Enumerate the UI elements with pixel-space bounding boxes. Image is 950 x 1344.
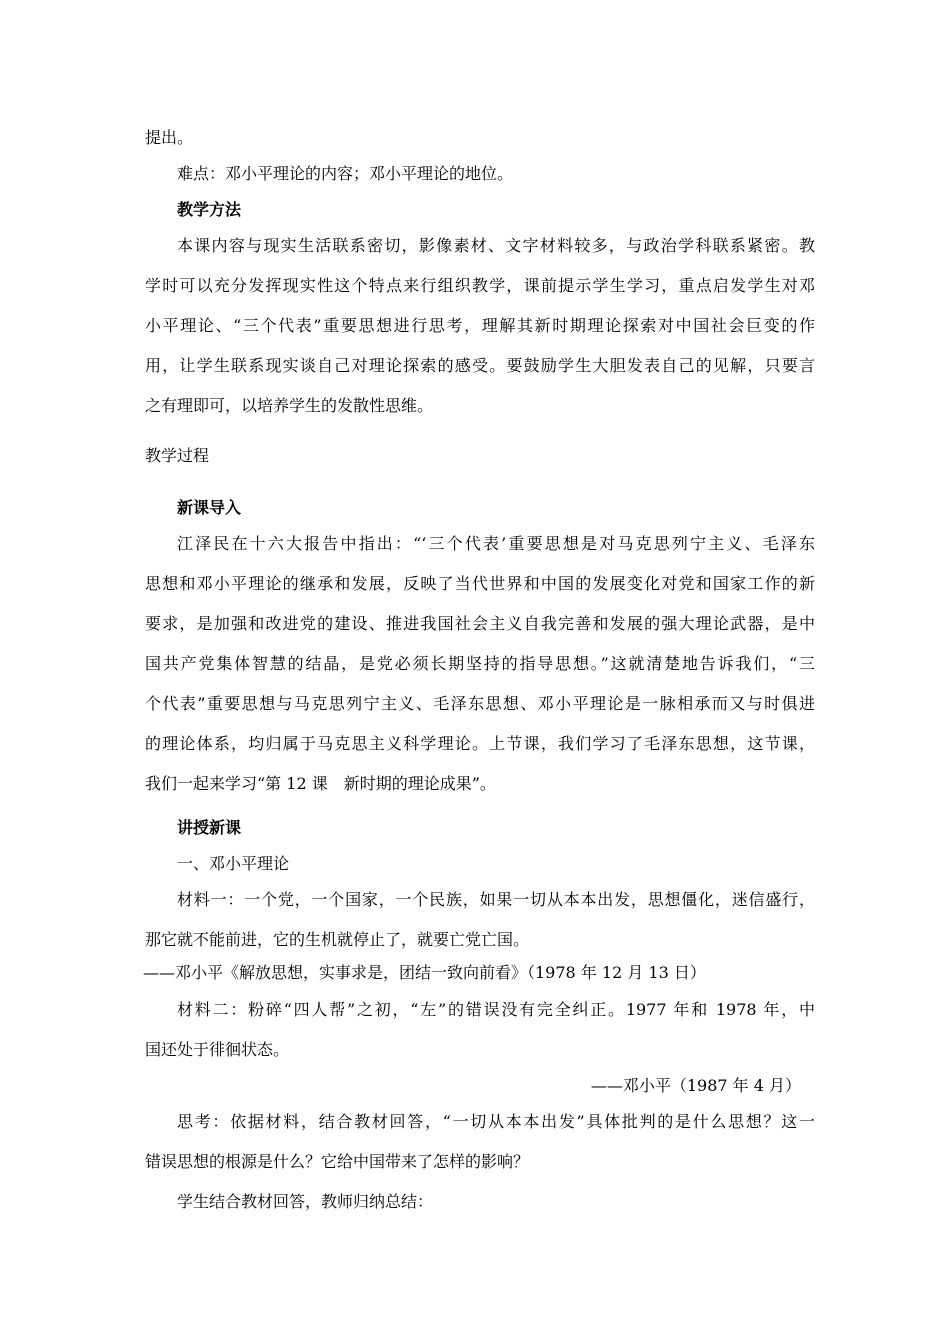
text-line: 国还处于徘徊状态。 [145,1040,290,1059]
heading-teaching-process: 教学过程 [145,446,210,465]
text-line: 本课内容与现实生活联系密切，影像素材、文字材料较多，与政治学科联系紧密。教 [177,236,815,255]
text-line: 那它就不能前进，它的生机就停止了，就要亡党亡国。 [145,930,530,949]
text-line: 材料一：一个党，一个国家，一个民族，如果一切从本本出发，思想僵化，迷信盛行， [177,890,815,909]
text-line: 国共产党集体智慧的结晶，是党必须长期坚持的指导思想。”这就清楚地告诉我们，“三 [145,654,815,673]
text-line: 思想和邓小平理论的继承和发展，反映了当代世界和中国的发展变化对党和国家工作的新 [145,574,815,593]
text-line: 个代表”重要思想与马克思列宁主义、毛泽东思想、邓小平理论是一脉相承而又与时俱进 [145,694,815,713]
text-line: 提出。 [145,128,194,147]
heading-new-lesson-intro: 新课导入 [177,498,242,517]
text-line: 错误思想的根源是什么？它给中国带来了怎样的影响？ [145,1152,530,1171]
difficulty-line: 难点：邓小平理论的内容；邓小平理论的地位。 [177,164,514,183]
text-line: 小平理论、“三个代表”重要思想进行思考，理解其新时期理论探索对中国社会巨变的作 [145,316,815,335]
text-line: 我们一起来学习“第 12 课 新时期的理论成果”。 [145,774,496,793]
text-line: 思考：依据材料，结合教材回答，“一切从本本出发”具体批判的是什么思想？这一 [177,1112,815,1131]
text-line: 的理论体系，均归属于马克思主义科学理论。上节课，我们学习了毛泽东思想，这节课， [145,734,815,753]
section-title-deng-theory: 一、邓小平理论 [177,854,290,873]
text-line: 材料二：粉碎“四人帮”之初，“左”的错误没有完全纠正。1977 年和 1978 年，中 [177,1000,815,1019]
citation-line: ——邓小平（1987 年 4 月） [590,1076,801,1095]
text-line: 学生结合教材回答，教师归纳总结： [177,1192,434,1211]
text-line: 要求，是加强和改进党的建设、推进我国社会主义自我完善和发展的强大理论武器，是中 [145,614,815,633]
text-line: 江泽民在十六大报告中指出：“‘三个代表’重要思想是对马克思列宁主义、毛泽东 [177,534,815,553]
heading-teaching-method: 教学方法 [177,200,242,219]
heading-lecture: 讲授新课 [177,818,242,837]
text-line: 之有理即可，以培养学生的发散性思维。 [145,396,434,415]
text-line: 用，让学生联系现实谈自己对理论探索的感受。要鼓励学生大胆发表自己的见解，只要言 [145,356,815,375]
citation-line: ——邓小平《解放思想，实事求是，团结一致向前看》（1978 年 12 月 13 日） [143,963,706,982]
text-line: 学时可以充分发挥现实性这个特点来行组织教学，课前提示学生学习，重点启发学生对邓 [145,276,815,295]
